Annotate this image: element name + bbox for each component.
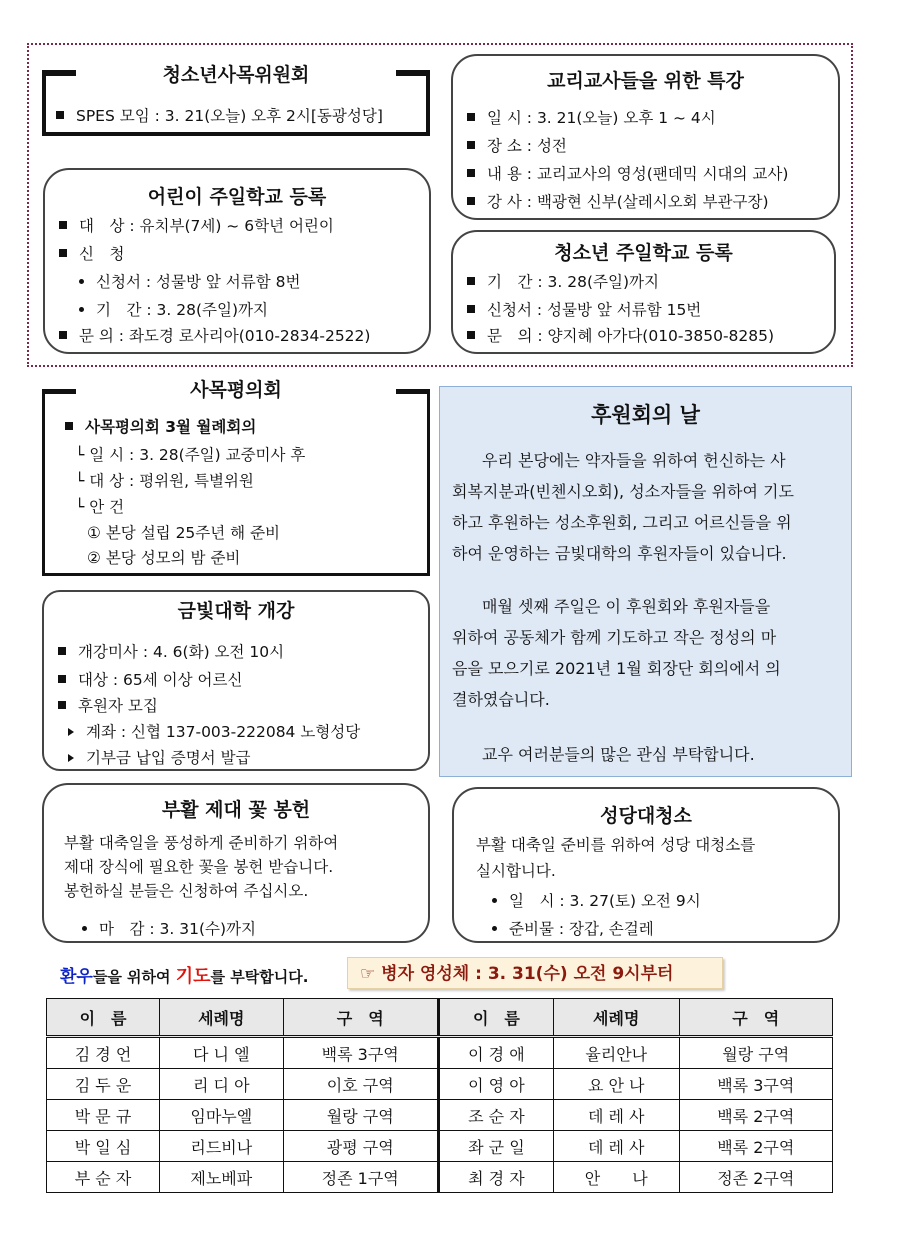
easter-flowers-box xyxy=(42,783,430,943)
table-cell: 월랑 구역 xyxy=(679,1037,832,1069)
list-item: 계좌 : 신협 137-003-222084 노형성당 xyxy=(68,720,360,742)
pastoral-council-attendees: └ 대 상 : 평위원, 특별위원 xyxy=(75,472,254,490)
church-cleaning-line: 실시합니다. xyxy=(476,862,556,880)
list-item: 문 의 : 좌도경 로사리아(010-2834-2522) xyxy=(59,324,370,346)
pastoral-council-title: 사목평의회 xyxy=(180,379,292,401)
table-cell: 다 니 엘 xyxy=(160,1037,283,1069)
table-row xyxy=(47,1100,833,1131)
table-cell: 백록 2구역 xyxy=(679,1100,832,1131)
table-cell: 최 경 자 xyxy=(438,1162,553,1193)
table-cell: 리 디 아 xyxy=(160,1069,283,1100)
table-cell: 광평 구역 xyxy=(283,1131,438,1162)
list-item: 신 청 xyxy=(59,242,124,264)
easter-flowers-line: 봉헌하실 분들은 신청하여 주십시오. xyxy=(64,882,309,900)
youth-committee-title: 청소년사목위원회 xyxy=(155,64,318,86)
table-row xyxy=(47,1131,833,1162)
list-item: 개강미사 : 4. 6(화) 오전 10시 xyxy=(58,640,284,662)
list-item: 대상 : 65세 이상 어르신 xyxy=(58,668,242,690)
table-cell: 조 순 자 xyxy=(438,1100,553,1131)
church-cleaning-box xyxy=(452,787,840,943)
list-item: 신청서 : 성물방 앞 서류함 8번 xyxy=(79,270,300,292)
table-cell: 데 레 사 xyxy=(553,1131,679,1162)
supporters-day-closing: 교우 여러분들의 많은 관심 부탁합니다. xyxy=(482,745,755,764)
table-cell: 박 문 규 xyxy=(47,1100,160,1131)
table-cell: 월랑 구역 xyxy=(283,1100,438,1131)
list-item: 후원자 모집 xyxy=(58,694,158,716)
university-box xyxy=(42,590,430,771)
list-item: 기부금 납입 증명서 발급 xyxy=(68,746,251,768)
table-cell: 백록 3구역 xyxy=(283,1037,438,1069)
column-header: 구 역 xyxy=(283,999,438,1037)
table-cell: 임마누엘 xyxy=(160,1100,283,1131)
children-school-title: 어린이 주일학교 등록 xyxy=(147,186,327,208)
table-cell: 리드비나 xyxy=(160,1131,283,1162)
table-cell: 안 나 xyxy=(553,1162,679,1193)
pastoral-council-date: └ 일 시 : 3. 28(주일) 교중미사 후 xyxy=(75,446,306,464)
table-row xyxy=(47,1069,833,1100)
table-cell: 김 두 운 xyxy=(47,1069,160,1100)
column-header: 세례명 xyxy=(160,999,283,1037)
list-item: 준비물 : 장갑, 손걸레 xyxy=(492,917,654,939)
list-item: 대 상 : 유치부(7세) ~ 6학년 어린이 xyxy=(59,214,334,236)
table-cell: 박 일 심 xyxy=(47,1131,160,1162)
youth-school-title: 청소년 주일학교 등록 xyxy=(554,242,733,264)
table-cell: 데 레 사 xyxy=(553,1100,679,1131)
easter-flowers-deadline: 마 감 : 3. 31(수)까지 xyxy=(82,917,256,939)
supporters-day-paragraph: 매월 셋째 주일은 이 후원회와 후원자들을 위하여 공동체가 함께 기도하고 작은 정성의 마 음을 모으기로 2021년 1월 회장단 회의에서 의 결하였습니다. xyxy=(452,597,781,709)
table-cell: 요 안 나 xyxy=(553,1069,679,1100)
table-cell: 이 경 애 xyxy=(438,1037,553,1069)
youth-committee-box xyxy=(42,64,430,136)
church-cleaning-title: 성당대청소 xyxy=(600,805,692,827)
list-item: 내 용 : 교리교사의 영성(팬데믹 시대의 교사) xyxy=(467,162,788,184)
youth-school-box xyxy=(451,230,836,354)
table-cell: 부 순 자 xyxy=(47,1162,160,1193)
children-school-box xyxy=(43,168,431,354)
supporters-day-box xyxy=(439,386,852,777)
list-item: 신청서 : 성물방 앞 서류함 15번 xyxy=(467,298,701,320)
table-cell: 제노베파 xyxy=(160,1162,283,1193)
agenda-item: ② 본당 성모의 밤 준비 xyxy=(87,549,241,567)
list-item: 기 간 : 3. 28(주일)까지 xyxy=(467,270,659,292)
column-header: 구 역 xyxy=(679,999,832,1037)
list-item: 일 시 : 3. 21(오늘) 오후 1 ~ 4시 xyxy=(467,106,716,128)
list-item: 문 의 : 양지혜 아가다(010-3850-8285) xyxy=(467,324,774,346)
list-item: 일 시 : 3. 27(토) 오전 9시 xyxy=(492,889,701,911)
list-item: 기 간 : 3. 28(주일)까지 xyxy=(79,298,268,320)
supporters-day-title: 후원회의 날 xyxy=(591,403,700,427)
catechist-lecture-box xyxy=(451,54,840,220)
column-header: 이 름 xyxy=(47,999,160,1037)
supporters-day-paragraph: 우리 본당에는 약자들을 위하여 헌신하는 사 회복지분과(빈첸시오회), 성소자들을 위하여 기도 하고 후원하는 성소후원회, 그리고 어르신들을 위 하여 운영하는 금빛대학의 후원자들이 있습니다. xyxy=(452,451,794,563)
table-row xyxy=(47,1037,833,1069)
table-cell: 이 영 아 xyxy=(438,1069,553,1100)
anointing-banner: ☞ 병자 영성체 : 3. 31(수) 오전 9시부터 xyxy=(347,957,723,989)
list-item: 강 사 : 백광현 신부(살레시오회 부관구장) xyxy=(467,190,769,212)
easter-flowers-title: 부활 제대 꽃 봉헌 xyxy=(161,799,311,821)
youth-committee-item: SPES 모임 : 3. 21(오늘) 오후 2시[동광성당] xyxy=(56,104,383,126)
table-cell: 이호 구역 xyxy=(283,1069,438,1100)
column-header: 이 름 xyxy=(438,999,553,1037)
university-title: 금빛대학 개강 xyxy=(177,600,295,622)
table-cell: 정존 2구역 xyxy=(679,1162,832,1193)
table-row xyxy=(47,1162,833,1193)
easter-flowers-line: 부활 대축일을 풍성하게 준비하기 위하여 xyxy=(64,834,339,852)
table-cell: 정존 1구역 xyxy=(283,1162,438,1193)
agenda-item: ① 본당 설립 25주년 해 준비 xyxy=(87,524,281,542)
table-cell: 좌 군 일 xyxy=(438,1131,553,1162)
list-item: 장 소 : 성전 xyxy=(467,134,567,156)
column-header: 세례명 xyxy=(553,999,679,1037)
prayer-request: 환우들을 위하여 기도를 부탁합니다. xyxy=(60,966,309,987)
pastoral-council-box xyxy=(42,379,430,576)
easter-flowers-line: 제대 장식에 필요한 꽃을 봉헌 받습니다. xyxy=(64,858,334,876)
table-cell: 백록 3구역 xyxy=(679,1069,832,1100)
table-cell: 김 경 언 xyxy=(47,1037,160,1069)
pastoral-council-heading: 사목평의회 3월 월례회의 xyxy=(65,415,256,437)
pastoral-council-agenda-label: └ 안 건 xyxy=(75,498,125,516)
catechist-lecture-title: 교리교사들을 위한 특강 xyxy=(547,70,744,92)
table-cell: 율리안나 xyxy=(553,1037,679,1069)
sick-roster-table xyxy=(46,998,833,1193)
table-cell: 백록 2구역 xyxy=(679,1131,832,1162)
table-header-row xyxy=(47,999,833,1037)
church-cleaning-line: 부활 대축일 준비를 위하여 성당 대청소를 xyxy=(476,836,756,854)
